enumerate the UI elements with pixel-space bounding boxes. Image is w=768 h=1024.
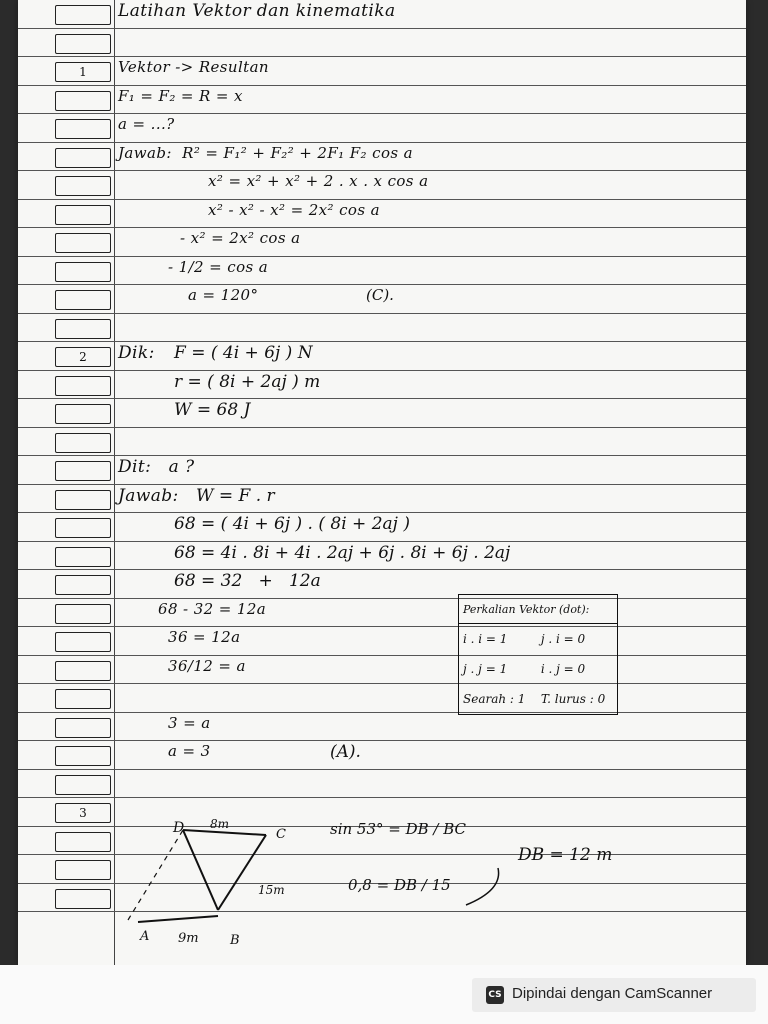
row-box	[55, 860, 111, 880]
row-box	[55, 233, 111, 253]
row	[18, 29, 746, 58]
row	[18, 399, 746, 428]
p2-step: 36 = 12a	[168, 628, 241, 646]
p2-jawab-line: 68 = ( 4i + 6j ) . ( 8i + 2aj )	[174, 514, 410, 534]
p1-given: F₁ = F₂ = R = x	[118, 86, 243, 105]
p2-step: 3 = a	[168, 713, 211, 732]
row-box	[55, 205, 111, 225]
p2-answer: (A).	[330, 742, 361, 762]
row-box	[55, 148, 111, 168]
row-box	[55, 661, 111, 681]
row	[18, 428, 746, 457]
row	[18, 599, 746, 628]
p2-dit: Dit: a ?	[118, 457, 195, 477]
row-box	[55, 604, 111, 624]
label-bc: 15m	[258, 883, 285, 897]
row	[18, 371, 746, 400]
row	[18, 627, 746, 656]
p1-line: Jawab: R² = F₁² + F₂² + 2F₁ F₂ cos a	[118, 143, 413, 162]
segment-ad-dashed	[128, 830, 183, 920]
row-box	[55, 290, 111, 310]
problem-number: 1	[55, 62, 111, 82]
p2-dik-label: Dik:	[118, 343, 155, 363]
p2-step: 36/12 = a	[168, 656, 246, 675]
p1-line: a = 120°	[188, 286, 259, 304]
row	[18, 513, 746, 542]
table-cell: i . i = 1	[463, 632, 508, 646]
row-box	[55, 718, 111, 738]
row-box	[55, 547, 111, 567]
table-title: Perkalian Vektor (dot):	[459, 595, 618, 624]
row	[18, 86, 746, 115]
row	[18, 342, 746, 371]
row-box	[55, 746, 111, 766]
row	[18, 770, 746, 799]
row	[18, 456, 746, 485]
label-c: C	[276, 827, 286, 842]
p1-line: - x² = 2x² cos a	[180, 229, 301, 247]
page-title: Latihan Vektor dan kinematika	[118, 1, 396, 21]
p1-asked: a = ...?	[118, 115, 175, 133]
p2-dik-line: W = 68 J	[174, 400, 251, 420]
row-box	[55, 889, 111, 909]
label-b: B	[230, 933, 240, 948]
row-box	[55, 34, 111, 54]
row-box	[55, 176, 111, 196]
problem-number: 3	[55, 803, 111, 823]
row	[18, 542, 746, 571]
p1-line: x² - x² - x² = 2x² cos a	[208, 200, 380, 219]
p2-jawab-label: Jawab:	[118, 485, 179, 506]
eq1: sin 53° = DB / BC	[330, 820, 467, 838]
row-box	[55, 119, 111, 139]
p2-dik-line: r = ( 8i + 2aj ) m	[174, 371, 321, 392]
segment-bc	[218, 835, 266, 910]
row	[18, 314, 746, 343]
segment-ab	[138, 916, 218, 922]
camscanner-badge	[472, 978, 756, 1012]
row-box	[55, 832, 111, 852]
row	[18, 114, 746, 143]
row	[18, 228, 746, 257]
notebook-page	[18, 0, 746, 965]
row-box	[55, 461, 111, 481]
cs-logo-icon: CS	[486, 986, 504, 1004]
table-cell: T. lurus : 0	[540, 692, 606, 706]
row-box	[55, 689, 111, 709]
row	[18, 57, 746, 86]
scanner-text: Dipindai dengan CamScanner	[512, 985, 713, 1002]
label-dc: 8m	[210, 817, 230, 831]
row-box	[55, 632, 111, 652]
row	[18, 257, 746, 286]
row	[18, 285, 746, 314]
table-cell: Searah : 1	[463, 692, 526, 706]
arrow-curve	[466, 868, 499, 905]
row-box	[55, 91, 111, 111]
p1-line: x² = x² + x² + 2 . x . x cos a	[208, 172, 429, 190]
row-box	[55, 319, 111, 339]
row-box	[55, 5, 111, 25]
p1-answer: (C).	[366, 286, 394, 304]
table-cell: j . j = 1	[463, 662, 508, 676]
label-a: A	[140, 929, 150, 944]
p2-jawab-line: W = F . r	[196, 485, 275, 506]
p2-step: a = 3	[168, 742, 211, 760]
row-box	[55, 490, 111, 510]
table-cell: j . i = 0	[540, 632, 586, 646]
row	[18, 485, 746, 514]
p2-jawab-line: 68 = 32 + 12a	[174, 571, 321, 591]
row	[18, 713, 746, 742]
row-box	[55, 404, 111, 424]
geometry-figure	[118, 810, 738, 950]
row-box	[55, 775, 111, 795]
row	[18, 200, 746, 229]
row	[18, 143, 746, 172]
row	[18, 0, 746, 29]
eq2: 0,8 = DB / 15	[348, 876, 451, 894]
row-box	[55, 376, 111, 396]
dot-product-table	[458, 594, 618, 715]
row-box	[55, 262, 111, 282]
row-box	[55, 518, 111, 538]
p2-dik-line: F = ( 4i + 6j ) N	[174, 343, 313, 363]
p2-step: 68 - 32 = 12a	[158, 599, 267, 618]
label-ab: 9m	[178, 931, 199, 946]
row	[18, 741, 746, 770]
p1-line: - 1/2 = cos a	[168, 257, 269, 276]
label-d: D	[173, 820, 185, 836]
row	[18, 656, 746, 685]
row	[18, 570, 746, 599]
p2-jawab-line: 68 = 4i . 8i + 4i . 2aj + 6j . 8i + 6j . 2aj	[174, 542, 511, 563]
row	[18, 171, 746, 200]
problem-number: 2	[55, 347, 111, 367]
row-box	[55, 575, 111, 595]
table-cell: i . j = 0	[540, 662, 586, 676]
segment-db	[183, 830, 218, 910]
db-result: DB = 12 m	[518, 845, 613, 865]
p1-heading: Vektor -> Resultan	[118, 58, 269, 76]
row	[18, 684, 746, 713]
row-box	[55, 433, 111, 453]
